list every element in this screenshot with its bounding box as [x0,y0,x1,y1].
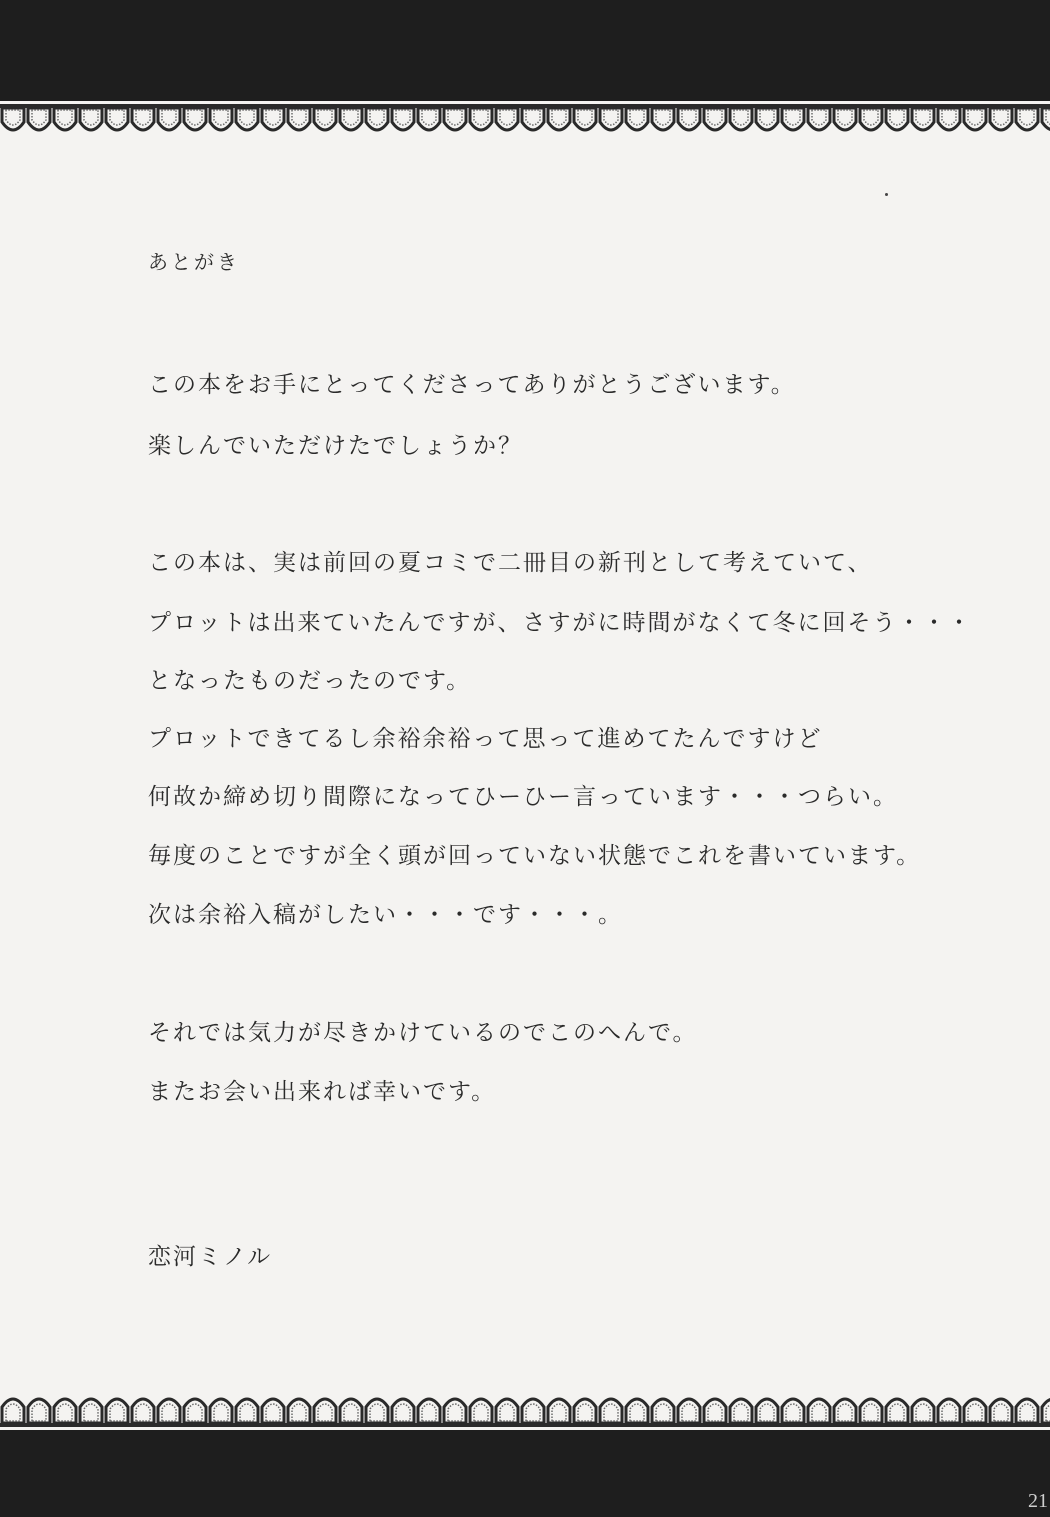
text-line: プロットできてるし余裕余裕って思って進めてたんですけど [148,726,823,752]
bottom-border-band [0,1438,1050,1517]
text-line: 毎度のことですが全く頭が回っていない状態でこれを書いています。 [148,843,922,869]
text-line: またお会い出来れば幸いです。 [148,1079,497,1105]
top-border-band [0,0,1050,92]
text-line: プロットは出来ていたんですが、さすがに時間がなくて冬に回そう・・・ [148,610,973,636]
lace-border-bottom [0,1385,1050,1438]
text-line: この本をお手にとってくださってありがとうございます。 [148,372,796,398]
text-line: となったものだったのです。 [148,668,472,694]
afterword-heading: あとがき [148,250,240,274]
text-line: それでは気力が尽きかけているのでこのへんで。 [148,1020,698,1046]
page-number: 21 [1028,1490,1048,1512]
text-line: この本は、実は前回の夏コミで二冊目の新刊として考えていて、 [148,550,873,576]
lace-border-top [0,92,1050,142]
paper-speck [885,193,888,196]
text-line: 何故か締め切り間際になってひーひー言っています・・・つらい。 [148,784,898,810]
text-line: 楽しんでいただけたでしょうか？ [148,433,523,459]
author-signature: 恋河ミノル [148,1244,273,1270]
text-line: 次は余裕入稿がしたい・・・です・・・。 [148,902,623,928]
